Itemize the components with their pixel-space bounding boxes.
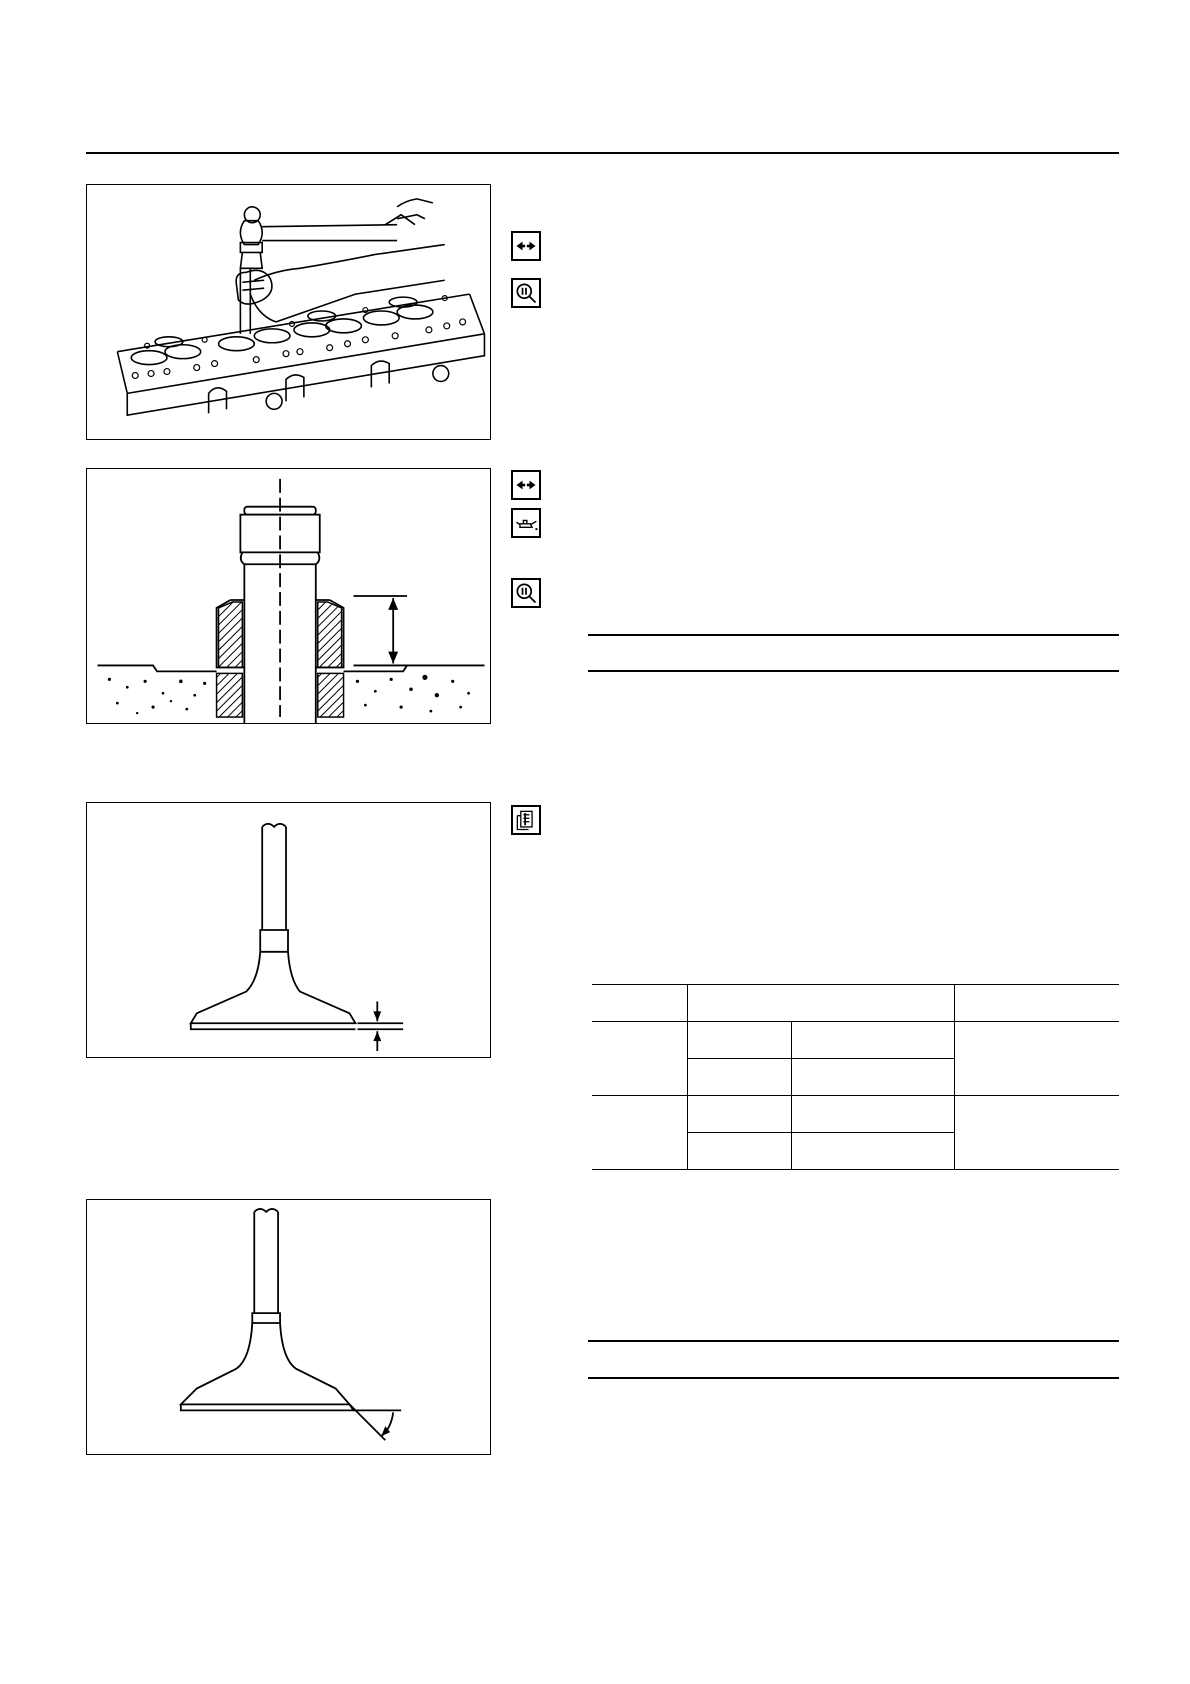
spec-table-2-limit-1: [954, 1022, 1119, 1096]
inspect-icon: [511, 278, 541, 308]
figure-valve-head-thickness: [86, 802, 491, 1058]
spec-table-2-cell: [688, 1133, 792, 1170]
spec-table-2-cell: [792, 1059, 954, 1096]
valve-guide-height-illustration: [87, 469, 490, 723]
valve-contact-angle-illustration: [87, 1200, 490, 1454]
figure-valve-guide-removal: [86, 184, 491, 440]
spec-table-2-header-2: [688, 985, 954, 1022]
figure-valve-guide-height: [86, 468, 491, 724]
remove-install-icon: [511, 470, 541, 500]
figure-valve-contact-angle: [86, 1199, 491, 1455]
spec-table-3-bottom-rule: [588, 1377, 1119, 1379]
valve-guide-removal-illustration: [87, 185, 490, 439]
spec-table-2-row-label-1: [592, 1022, 688, 1096]
remove-install-icon: [511, 231, 541, 261]
valve-head-thickness-illustration: [87, 803, 490, 1057]
spec-table-2-cell: [792, 1022, 954, 1059]
spec-table-2-row-label-2: [592, 1096, 688, 1170]
spec-table-2-cell: [688, 1059, 792, 1096]
spec-table-2-limit-2: [954, 1096, 1119, 1170]
spec-table-1-bottom-rule: [588, 670, 1119, 672]
oil-can-icon: [511, 508, 541, 538]
spec-table-2-header-3: [954, 985, 1119, 1022]
spec-table-2-cell: [688, 1096, 792, 1133]
spec-table-1-top-rule: [588, 634, 1119, 636]
spec-table-3-top-rule: [588, 1340, 1119, 1342]
spec-table-2-cell: [792, 1133, 954, 1170]
spec-table-2-cell: [792, 1096, 954, 1133]
page-header-rule: [86, 152, 1119, 154]
specification-icon: [511, 805, 541, 835]
spec-table-2-header-1: [592, 985, 688, 1022]
inspect-icon: [511, 578, 541, 608]
spec-table-2: [592, 984, 1119, 1170]
spec-table-2-cell: [688, 1022, 792, 1059]
